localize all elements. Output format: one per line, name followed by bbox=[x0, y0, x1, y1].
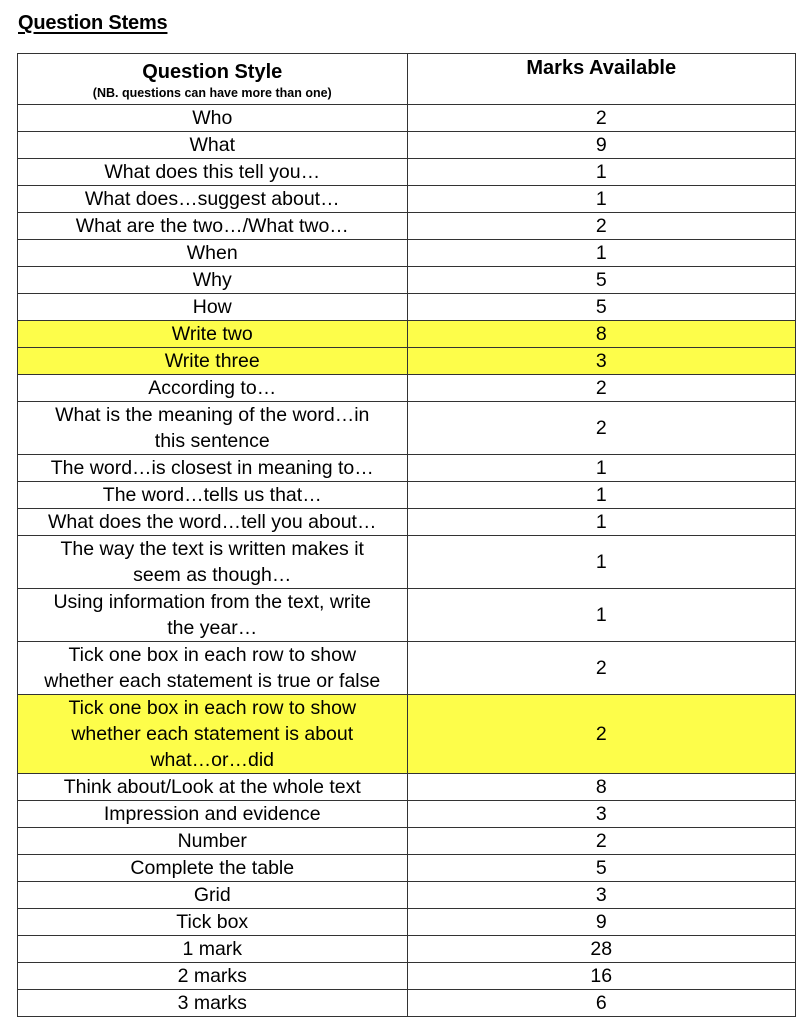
marks-available-cell: 1 bbox=[407, 536, 796, 589]
question-style-cell: Tick one box in each row to show whether each statement is about what…or…did bbox=[18, 695, 408, 774]
question-style-cell: Impression and evidence bbox=[18, 801, 408, 828]
table-row bbox=[18, 455, 796, 482]
table-row bbox=[18, 589, 796, 642]
question-style-cell: Think about/Look at the whole text bbox=[18, 774, 408, 801]
question-stems-table bbox=[17, 53, 796, 1017]
question-style-cell: 2 marks bbox=[18, 963, 408, 990]
marks-available-header bbox=[407, 54, 796, 105]
question-style-cell: Tick one box in each row to show whether each statement is true or false bbox=[18, 642, 408, 695]
table-row bbox=[18, 159, 796, 186]
table-row bbox=[18, 375, 796, 402]
table-row bbox=[18, 774, 796, 801]
table-row bbox=[18, 936, 796, 963]
marks-available-cell: 2 bbox=[407, 375, 796, 402]
marks-available-cell: 1 bbox=[407, 240, 796, 267]
table-row bbox=[18, 801, 796, 828]
question-style-cell: 1 mark bbox=[18, 936, 408, 963]
marks-available-cell: 2 bbox=[407, 213, 796, 240]
table-row bbox=[18, 267, 796, 294]
question-style-cell: The word…tells us that… bbox=[18, 482, 408, 509]
table-row bbox=[18, 321, 796, 348]
table-row bbox=[18, 482, 796, 509]
table-row bbox=[18, 909, 796, 936]
marks-available-heading: Marks Available bbox=[526, 57, 677, 79]
question-style-cell: Why bbox=[18, 267, 408, 294]
table-row bbox=[18, 105, 796, 132]
question-style-cell: What does this tell you… bbox=[18, 159, 408, 186]
table-row bbox=[18, 186, 796, 213]
table-row bbox=[18, 348, 796, 375]
table-row bbox=[18, 509, 796, 536]
marks-available-cell: 1 bbox=[407, 509, 796, 536]
question-style-cell: What bbox=[18, 132, 408, 159]
marks-available-cell: 2 bbox=[407, 402, 796, 455]
question-style-cell: Using information from the text, write the year… bbox=[18, 589, 408, 642]
marks-available-cell: 9 bbox=[407, 132, 796, 159]
table-row bbox=[18, 963, 796, 990]
question-style-cell: What does…suggest about… bbox=[18, 186, 408, 213]
question-style-header bbox=[18, 54, 408, 105]
marks-available-cell: 6 bbox=[407, 990, 796, 1017]
marks-available-cell: 3 bbox=[407, 801, 796, 828]
marks-available-cell: 16 bbox=[407, 963, 796, 990]
table-row bbox=[18, 828, 796, 855]
table-row bbox=[18, 240, 796, 267]
table-row bbox=[18, 990, 796, 1017]
marks-available-cell: 2 bbox=[407, 828, 796, 855]
table-row bbox=[18, 695, 796, 774]
table-row bbox=[18, 294, 796, 321]
header-row bbox=[18, 54, 796, 105]
marks-available-cell: 1 bbox=[407, 159, 796, 186]
table-body bbox=[18, 105, 796, 1017]
marks-available-cell: 2 bbox=[407, 642, 796, 695]
marks-available-cell: 5 bbox=[407, 855, 796, 882]
marks-available-cell: 28 bbox=[407, 936, 796, 963]
marks-available-cell: 2 bbox=[407, 695, 796, 774]
question-style-cell: The word…is closest in meaning to… bbox=[18, 455, 408, 482]
question-style-cell: Write two bbox=[18, 321, 408, 348]
question-style-cell: What does the word…tell you about… bbox=[18, 509, 408, 536]
marks-available-cell: 1 bbox=[407, 455, 796, 482]
table-row bbox=[18, 642, 796, 695]
table-row bbox=[18, 882, 796, 909]
table-row bbox=[18, 536, 796, 589]
question-style-cell: When bbox=[18, 240, 408, 267]
question-style-cell: Number bbox=[18, 828, 408, 855]
question-style-cell: How bbox=[18, 294, 408, 321]
table-row bbox=[18, 402, 796, 455]
marks-available-cell: 5 bbox=[407, 294, 796, 321]
marks-available-cell: 3 bbox=[407, 348, 796, 375]
marks-available-cell: 3 bbox=[407, 882, 796, 909]
question-style-cell: What is the meaning of the word…in this sentence bbox=[18, 402, 408, 455]
page-title: Question Stems bbox=[18, 12, 168, 34]
marks-available-cell: 8 bbox=[407, 321, 796, 348]
marks-available-cell: 1 bbox=[407, 589, 796, 642]
question-style-heading: Question Style bbox=[142, 61, 283, 83]
marks-available-cell: 1 bbox=[407, 186, 796, 213]
table-row bbox=[18, 855, 796, 882]
table-row bbox=[18, 132, 796, 159]
marks-available-cell: 9 bbox=[407, 909, 796, 936]
question-style-cell: Write three bbox=[18, 348, 408, 375]
marks-available-cell: 2 bbox=[407, 105, 796, 132]
question-style-cell: According to… bbox=[18, 375, 408, 402]
question-style-cell: Who bbox=[18, 105, 408, 132]
question-style-cell: Complete the table bbox=[18, 855, 408, 882]
question-style-cell: What are the two…/What two… bbox=[18, 213, 408, 240]
marks-available-cell: 5 bbox=[407, 267, 796, 294]
marks-available-cell: 1 bbox=[407, 482, 796, 509]
question-style-cell: Tick box bbox=[18, 909, 408, 936]
table-header bbox=[18, 54, 796, 105]
question-style-cell: The way the text is written makes it seem as though… bbox=[18, 536, 408, 589]
table-row bbox=[18, 213, 796, 240]
marks-available-cell: 8 bbox=[407, 774, 796, 801]
question-style-cell: Grid bbox=[18, 882, 408, 909]
question-style-note: (NB. questions can have more than one) bbox=[92, 86, 332, 100]
question-style-cell: 3 marks bbox=[18, 990, 408, 1017]
